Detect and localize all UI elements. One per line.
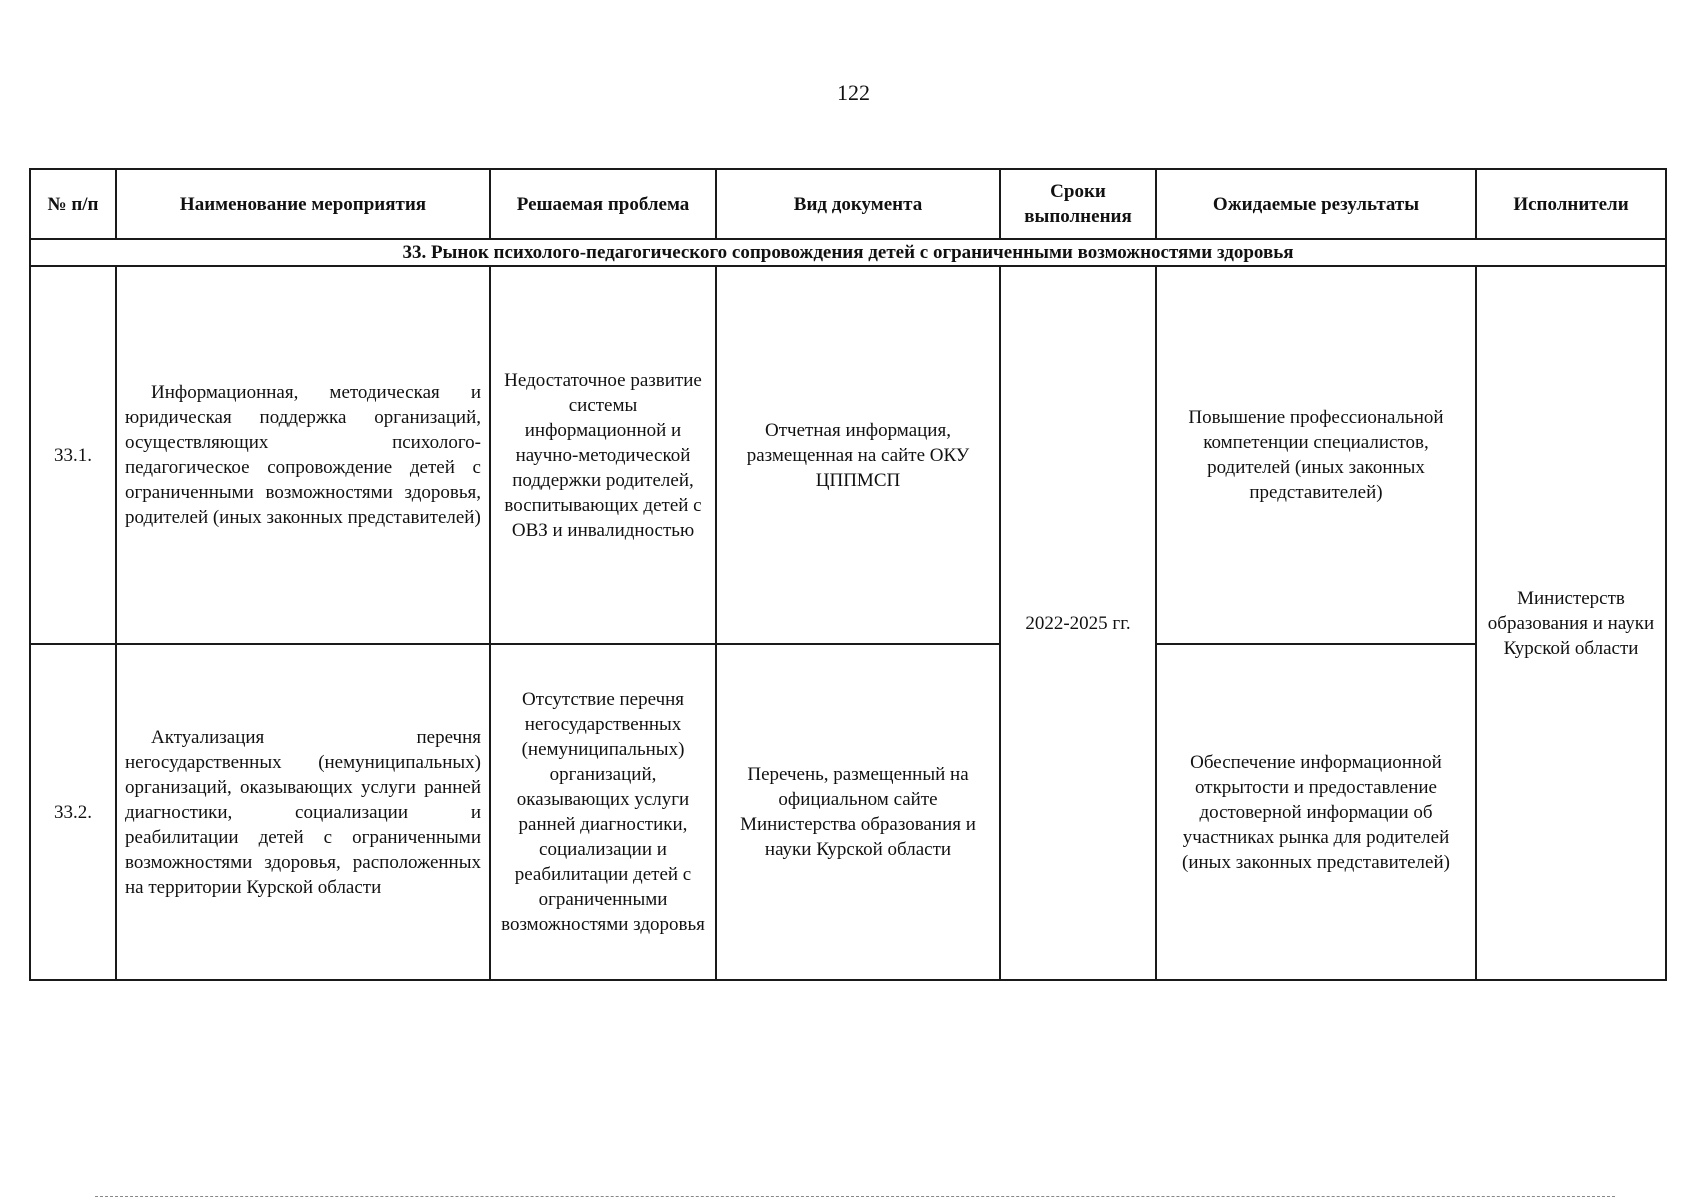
executors-cell: Министерств образования и науки Курской области — [1476, 266, 1666, 980]
term-cell: 2022-2025 гг. — [1000, 266, 1156, 980]
row-number: 33.2. — [30, 644, 116, 980]
header-executors: Исполнители — [1476, 169, 1666, 239]
results-cell: Повышение профессиональной компетенции специалистов, родителей (иных законных представителей) — [1156, 266, 1476, 644]
event-name: Информационная, методическая и юридическая поддержка организаций, осуществляющих психолого-педагогическое сопровождение детей с ограниченными возможностями здоровья, родителей (иных законных представителей) — [125, 382, 481, 528]
doc-type-cell: Отчетная информация, размещенная на сайте ОКУ ЦППМСП — [716, 266, 1000, 644]
action-plan-table — [29, 168, 1667, 981]
event-name: Актуализация перечня негосударственных (немуниципальных) организаций, оказывающих услуги ранней диагностики, социализации и реабилитации детей с ограниченными возможностями здоровья, расположенных на территории Курской области — [125, 726, 481, 898]
header-problem: Решаемая проблема — [490, 169, 716, 239]
section-row — [30, 239, 1666, 266]
row-number: 33.1. — [30, 266, 116, 644]
problem-cell: Недостаточное развитие системы информационной и научно-методической поддержки родителей, воспитывающих детей с ОВЗ и инвалидностью — [490, 266, 716, 644]
problem-cell: Отсутствие перечня негосударственных (немуниципальных) организаций, оказывающих услуги ранней диагностики, социализации и реабилитации детей с ограниченными возможностями здоровья — [490, 644, 716, 980]
footer-divider — [95, 1196, 1615, 1197]
header-doc-type: Вид документа — [716, 169, 1000, 239]
header-num: № п/п — [30, 169, 116, 239]
results-cell: Обеспечение информационной открытости и предоставление достоверной информации об участниках рынка для родителей (иных законных представителей) — [1156, 644, 1476, 980]
header-results: Ожидаемые результаты — [1156, 169, 1476, 239]
header-row — [30, 169, 1666, 239]
section-title: 33. Рынок психолого-педагогического сопровождения детей с ограниченными возможностями здоровья — [30, 239, 1666, 266]
table-row — [30, 266, 1666, 644]
event-name-cell — [116, 644, 490, 980]
table-row — [30, 644, 1666, 980]
page-number: 122 — [837, 80, 870, 105]
header-name: Наименование мероприятия — [116, 169, 490, 239]
event-name-cell — [116, 266, 490, 644]
doc-type-cell: Перечень, размещенный на официальном сайте Министерства образования и науки Курской области — [716, 644, 1000, 980]
header-term: Сроки выполнения — [1000, 169, 1156, 239]
